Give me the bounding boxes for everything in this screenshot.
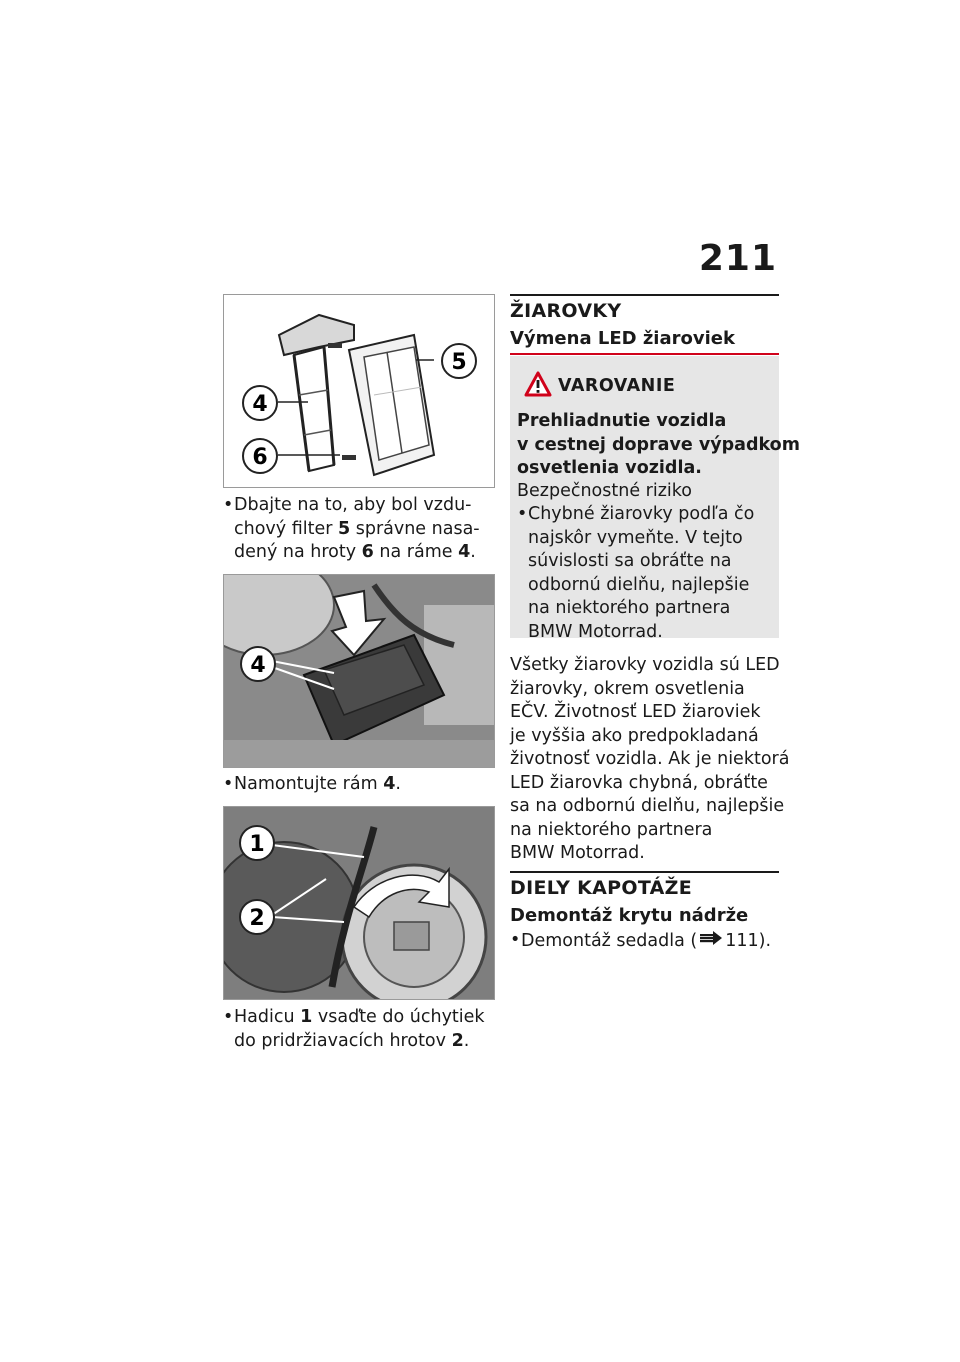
warning-heading: Prehliadnutie vozidla v cestnej doprave výpadkom osvetlenia vozidla. bbox=[517, 411, 800, 478]
callout-6 bbox=[243, 439, 277, 473]
page-reference-link[interactable]: 111 bbox=[725, 930, 759, 951]
page-number: 211 bbox=[698, 238, 777, 279]
instruction-mount-frame: • Namontujte rám 4. bbox=[223, 774, 401, 794]
svg-text:5: 5 bbox=[451, 350, 467, 375]
figure-mount-frame bbox=[223, 574, 495, 768]
instruction-air-filter: • Dbajte na to, aby bol vzdu- chový filter 5 správne nasa- dený na hroty 6 na ráme 4. bbox=[223, 495, 480, 562]
figure-hose bbox=[223, 806, 495, 1000]
svg-text:1: 1 bbox=[249, 832, 265, 857]
svg-text:4: 4 bbox=[250, 653, 266, 678]
instruction-hose: • Hadicu 1 vsaďte do úchytiek do pridržiavacích hrotov 2. bbox=[223, 1007, 485, 1051]
section-divider bbox=[510, 871, 779, 873]
svg-text:2: 2 bbox=[249, 906, 265, 931]
callout-4 bbox=[243, 386, 277, 420]
figure-air-filter bbox=[223, 294, 495, 488]
section-title-fairing: DIELY KAPOTÁŽE bbox=[510, 877, 692, 899]
section-subtitle-led: Výmena LED žiaroviek bbox=[510, 328, 735, 349]
section-subtitle-tank-cover: Demontáž krytu nádrže bbox=[510, 905, 749, 926]
callout-2 bbox=[240, 900, 274, 934]
callout-4 bbox=[241, 647, 275, 681]
warning-risk: Bezpečnostné riziko bbox=[517, 481, 692, 501]
led-info-paragraph: Všetky žiarovky vozidla sú LED žiarovky, okrem osvetlenia EČV. Životnosť LED žiaroviek je vyššia ako predpokladaná životnosť vozidla. Ak je niektorá LED žiarovka chybná, obráťte sa na odbornú dielňu, najlepšie na niektorého partnera BMW Motorrad. bbox=[510, 655, 790, 863]
warning-triangle-icon bbox=[524, 371, 552, 401]
section-divider bbox=[510, 294, 779, 296]
callout-1 bbox=[240, 826, 274, 860]
svg-text:4: 4 bbox=[252, 392, 268, 417]
instruction-remove-seat: • Demontáž sedadla ( 111). bbox=[510, 930, 772, 951]
callout-5 bbox=[442, 344, 476, 378]
warning-divider bbox=[510, 353, 779, 355]
section-title-bulbs: ŽIAROVKY bbox=[510, 300, 622, 322]
svg-text:6: 6 bbox=[252, 445, 268, 470]
warning-title: VAROVANIE bbox=[558, 376, 676, 396]
warning-instruction: • Chybné žiarovky podľa čo najskôr vymeňte. V tejto súvislosti sa obráťte na odbornú dielňu, najlepšie na niektorého partnera BMW Motorrad. bbox=[517, 504, 755, 642]
page-reference-arrow-icon[interactable] bbox=[700, 929, 722, 953]
